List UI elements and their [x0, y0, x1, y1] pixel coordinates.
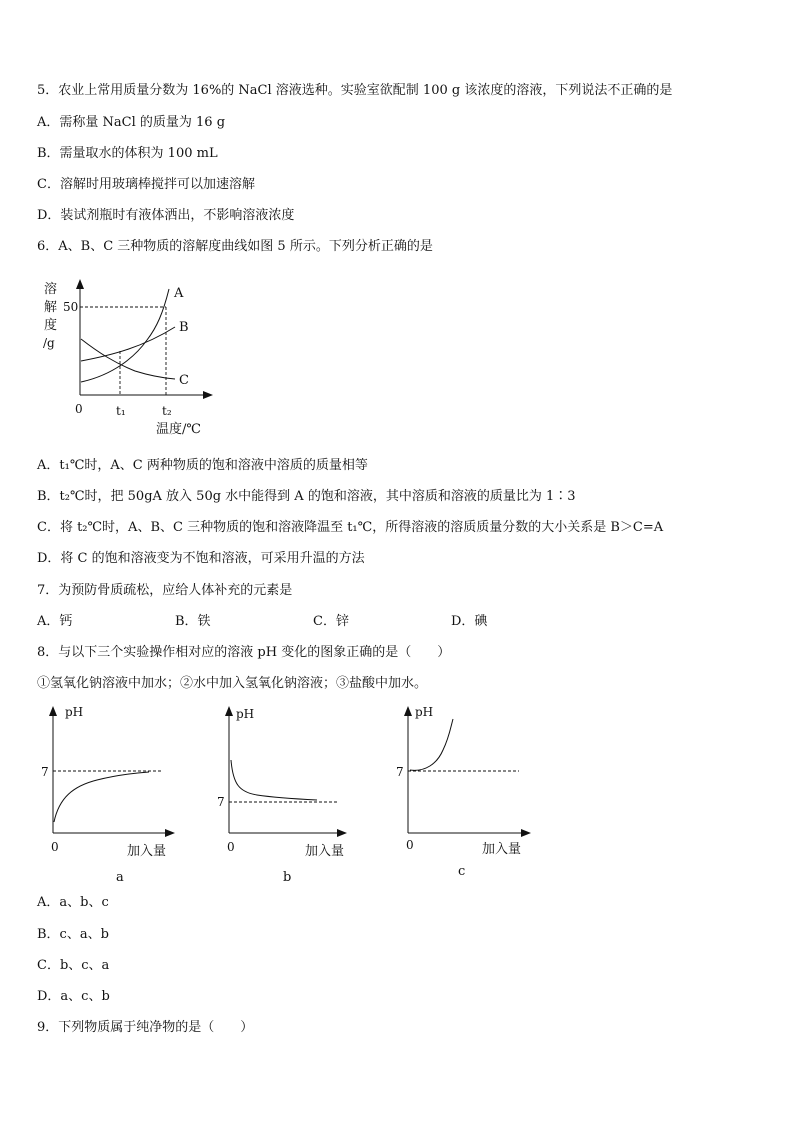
q7-option-a: A．钙 [37, 614, 73, 629]
q8-option-d: D．a、c、b [37, 989, 110, 1004]
ph-graph-c [393, 700, 543, 860]
ph-label: pH [65, 705, 84, 719]
q7-option-c: C．锌 [313, 614, 349, 629]
seven-label: 7 [396, 765, 404, 779]
x-label: 加入量 [305, 844, 345, 859]
curve-label-a: A [174, 286, 184, 301]
q7-option-b: B．铁 [175, 614, 211, 629]
curve-a [81, 289, 169, 382]
origin-label: 0 [227, 840, 235, 854]
origin-label: 0 [75, 402, 83, 416]
x-axis-arrow [521, 829, 531, 837]
q8-option-c: C．b、c、a [37, 958, 110, 973]
graph-caption-b: b [283, 870, 292, 885]
x-label: 加入量 [127, 844, 167, 859]
t1-label: t₁ [116, 404, 126, 418]
y-axis-arrow [49, 706, 57, 716]
y-axis-arrow [225, 706, 233, 716]
x-axis-arrow [165, 829, 175, 837]
q7-option-d: D．碘 [451, 614, 488, 629]
y-label-char-3: 度 [44, 318, 58, 333]
x-label: 加入量 [482, 842, 522, 857]
y-label-char-2: 解 [44, 300, 58, 315]
ph-label: pH [236, 707, 255, 721]
q8-stem: 8．与以下三个实验操作相对应的溶液 pH 变化的图象正确的是（ ） [37, 645, 451, 660]
q7-stem: 7．为预防骨质疏松，应给人体补充的元素是 [37, 583, 293, 598]
origin-label: 0 [51, 840, 59, 854]
graph-caption-a: a [116, 870, 124, 885]
curve-c [81, 339, 175, 379]
solubility-curve-figure [35, 275, 225, 445]
x-axis-arrow [203, 391, 213, 399]
y-label-char-4: /g [43, 336, 55, 350]
x-axis-arrow [337, 829, 347, 837]
q5-stem: 5．农业上常用质量分数为 16%的 NaCl 溶液选种。实验室欲配制 100 g 该浓度的溶液，下列说法不正确的是 [37, 83, 673, 98]
x-label: 温度/℃ [156, 422, 201, 437]
curve-label-c: C [179, 373, 189, 388]
ph-graph-a [35, 700, 185, 860]
ph-curve [410, 719, 453, 770]
q8-option-b: B．c、a、b [37, 927, 109, 942]
q6-option-d: D．将 C 的饱和溶液变为不饱和溶液，可采用升温的方法 [37, 551, 365, 566]
curve-label-b: B [179, 320, 189, 335]
ph-graph-b [213, 700, 363, 860]
graph-caption-c: c [458, 864, 466, 879]
t2-label: t₂ [162, 404, 172, 418]
curve-b [81, 327, 175, 361]
y-axis-arrow [76, 279, 84, 289]
q6-option-a: A．t₁℃时，A、C 两种物质的饱和溶液中溶质的质量相等 [37, 458, 368, 473]
ph-label: pH [415, 705, 434, 719]
seven-label: 7 [217, 795, 225, 809]
q5-option-d: D．装试剂瓶时有液体洒出，不影响溶液浓度 [37, 208, 295, 223]
y-axis-arrow [404, 706, 412, 716]
seven-label: 7 [41, 765, 49, 779]
q5-option-c: C．溶解时用玻璃棒搅拌可以加速溶解 [37, 177, 255, 192]
ph-curve [54, 772, 149, 822]
q9-stem: 9．下列物质属于纯净物的是（ ） [37, 1020, 254, 1035]
q5-option-a: A．需称量 NaCl 的质量为 16 g [37, 115, 226, 130]
q6-option-b: B．t₂℃时，把 50gA 放入 50g 水中能得到 A 的饱和溶液，其中溶质和溶液的质量比为 1∶3 [37, 489, 576, 504]
q5-option-b: B．需量取水的体积为 100 mL [37, 146, 218, 161]
y-label-char-1: 溶 [44, 282, 58, 297]
q6-stem: 6．A、B、C 三种物质的溶解度曲线如图 5 所示。下列分析正确的是 [37, 239, 433, 254]
y-tick-50: 50 [63, 300, 79, 314]
q8-desc: ①氢氧化钠溶液中加水；②水中加入氢氧化钠溶液；③盐酸中加水。 [37, 676, 428, 691]
q6-option-c: C．将 t₂℃时，A、B、C 三种物质的饱和溶液降温至 t₁℃，所得溶液的溶质质量分数的大小关系是 B＞C=A [37, 520, 664, 535]
ph-curve [231, 760, 317, 800]
origin-label: 0 [406, 838, 414, 852]
q8-option-a: A．a、b、c [37, 895, 109, 910]
